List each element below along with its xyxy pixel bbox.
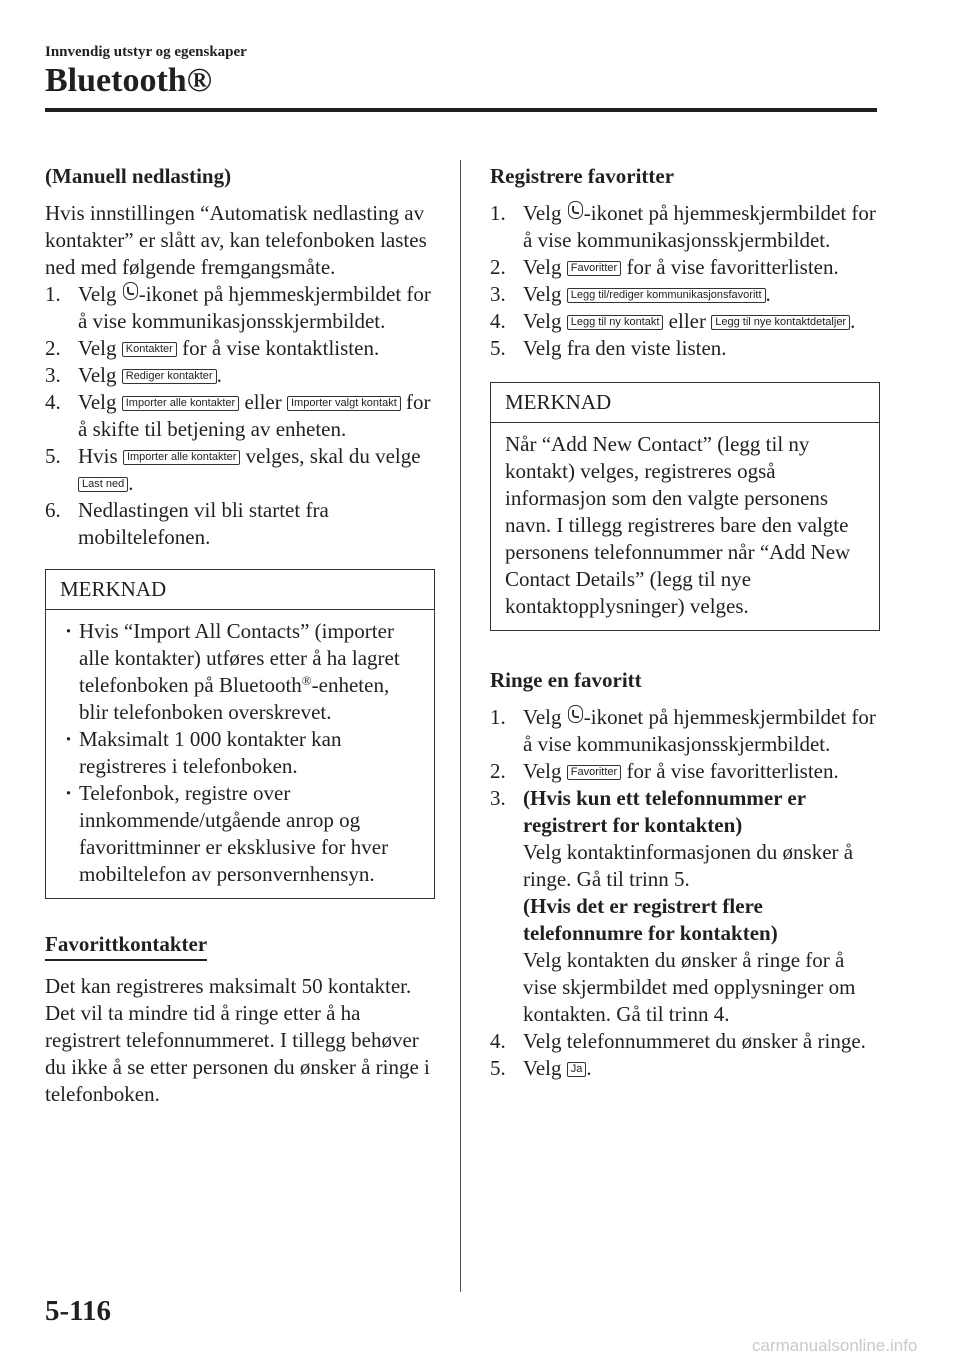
add-new-contact-button[interactable]: Legg til ny kontakt (567, 315, 664, 330)
phone-icon (568, 705, 583, 723)
step-number: 2. (45, 336, 61, 360)
step-number: 4. (45, 390, 61, 414)
phone-icon (568, 201, 583, 219)
step-number: 1. (490, 705, 506, 729)
step-text: Velg (523, 705, 567, 729)
step-number: 5. (490, 336, 506, 360)
note-text: Når “Add New Contact” (legg til ny kontakt) velges, registreres også informasjon som den valgte personens navn. I tillegg registreres bare den valgte personens telefonnummer når “Add New Contact Details” (legg til nye kontaktopplysninger) velges. (505, 432, 851, 618)
step-5 (490, 335, 880, 362)
step-text: Nedlastingen vil bli startet fra mobiltelefonen. (78, 498, 329, 549)
column-divider (460, 160, 461, 1292)
add-new-contact-details-button[interactable]: Legg til nye kontaktdetaljer (711, 315, 850, 330)
manual-download-steps (45, 281, 435, 551)
step-number: 3. (45, 363, 61, 387)
step-1 (45, 281, 435, 335)
step-number: 3. (490, 786, 506, 810)
step-text: for å vise favoritterlisten. (621, 255, 839, 279)
import-selected-contact-button[interactable]: Importer valgt kontakt (287, 396, 401, 411)
step-text: Velg (78, 336, 122, 360)
step-text: for å skifte til betjening av enheten. (78, 390, 431, 441)
step-number: 1. (45, 282, 61, 306)
register-favorites-heading: Registrere favoritter (490, 164, 675, 188)
step-5 (490, 1055, 880, 1082)
register-favorites-steps (490, 200, 880, 362)
step-text: Velg fra den viste listen. (523, 336, 727, 360)
step-text: Velg (523, 282, 567, 306)
step-4 (45, 389, 435, 443)
step-3 (45, 362, 435, 389)
step-text: . (216, 363, 222, 387)
step-text: Velg kontakten du ønsker å ringe for å vise skjermbildet med opplysninger om kontakten. Gå til trinn 4. (523, 948, 856, 1026)
yes-button[interactable]: Ja (567, 1062, 587, 1077)
contacts-button[interactable]: Kontakter (122, 342, 177, 357)
step-text: Velg (523, 255, 567, 279)
step-text: -ikonet på hjemmeskjermbildet for å vise kommunikasjonsskjermbildet. (78, 282, 431, 333)
step-number: 6. (45, 498, 61, 522)
step-6 (45, 497, 435, 551)
note-text: Hvis “Import All Contacts” (importer alle kontakter) utføres etter å ha lagret telefonboken på Bluetooth (79, 619, 400, 697)
step-text: . (765, 282, 771, 306)
step-text: Velg (523, 201, 567, 225)
page-title: Bluetooth® (45, 62, 213, 99)
step-text: velges, skal du velge (240, 444, 421, 468)
step-2 (490, 254, 880, 281)
step-number: 4. (490, 309, 506, 333)
step-text: eller (663, 309, 712, 333)
chapter-label: Innvendig utstyr og egenskaper (45, 44, 247, 60)
note-box (490, 382, 880, 631)
step-text: . (128, 471, 134, 495)
note-bullet (60, 618, 420, 726)
phone-icon (123, 282, 138, 300)
condition-single-number: (Hvis kun ett telefonnummer er registrert for kontakten) (523, 786, 806, 837)
step-text: Velg (78, 282, 122, 306)
favorites-button[interactable]: Favoritter (567, 261, 621, 276)
import-all-contacts-button[interactable]: Importer alle kontakter (122, 396, 239, 411)
step-text: Velg telefonnummeret du ønsker å ringe. (523, 1029, 866, 1053)
note-body (46, 610, 434, 898)
step-number: 5. (45, 444, 61, 468)
note-box (45, 569, 435, 899)
step-2 (45, 335, 435, 362)
watermark: carmanualsonline.info (752, 1336, 918, 1355)
step-text: . (586, 1056, 592, 1080)
manual-download-heading: (Manuell nedlasting) (45, 164, 232, 188)
step-text: for å vise kontaktlisten. (176, 336, 380, 360)
step-text: Velg (78, 363, 122, 387)
step-text: -ikonet på hjemmeskjermbildet for å vise kommunikasjonsskjermbildet. (523, 201, 876, 252)
header-rule (45, 108, 877, 112)
add-edit-favorite-button[interactable]: Legg til/rediger kommunikasjonsfavoritt (567, 288, 766, 303)
step-text: for å vise favoritterlisten. (621, 759, 839, 783)
step-text: Velg (523, 759, 567, 783)
step-3 (490, 785, 880, 1028)
favorites-description: Det kan registreres maksimalt 50 kontakter. Det vil ta mindre tid å ringe etter å ha registrert telefonnummeret. I tillegg behøver du ikke å se etter personen du ønsker å ringe i telefonboken. (45, 974, 430, 1106)
left-column (45, 163, 435, 1108)
manual-download-intro: Hvis innstillingen “Automatisk nedlasting av kontakter” er slått av, kan telefonboken lastes ned med følgende fremgangsmåte. (45, 201, 427, 279)
step-number: 3. (490, 282, 506, 306)
note-heading: MERKNAD (46, 570, 434, 610)
step-number: 1. (490, 201, 506, 225)
step-1 (490, 704, 880, 758)
note-bullet: · Telefonbok, registre over innkommende/utgående anrop og favorittminner er eksklusive for hver mobiltelefon av personvernhensyn. (60, 780, 420, 888)
step-text: Velg kontaktinformasjonen du ønsker å ringe. Gå til trinn 5. (523, 840, 854, 891)
step-4 (490, 308, 880, 335)
import-all-contacts-button[interactable]: Importer alle kontakter (123, 450, 240, 465)
favorites-section-title: Favorittkontakter (45, 931, 207, 961)
step-text: Velg (523, 309, 567, 333)
download-button[interactable]: Last ned (78, 477, 128, 492)
step-number: 2. (490, 759, 506, 783)
note-heading: MERKNAD (491, 383, 879, 423)
step-number: 2. (490, 255, 506, 279)
edit-contacts-button[interactable]: Rediger kontakter (122, 369, 217, 384)
step-4 (490, 1028, 880, 1055)
registered-mark: ® (301, 673, 312, 688)
step-text: Velg (78, 390, 122, 414)
step-number: 5. (490, 1056, 506, 1080)
step-text: . (850, 309, 856, 333)
step-1 (490, 200, 880, 254)
step-text: Hvis (78, 444, 123, 468)
step-text: Velg (523, 1056, 567, 1080)
step-text: eller (239, 390, 287, 414)
page-number: 5-116 (45, 1295, 112, 1327)
note-body (491, 423, 879, 630)
right-column (490, 163, 880, 1082)
condition-multiple-numbers: (Hvis det er registrert flere telefonnumre for kontakten) (523, 894, 778, 945)
step-number: 4. (490, 1029, 506, 1053)
step-3 (490, 281, 880, 308)
step-text: -ikonet på hjemmeskjermbildet for å vise kommunikasjonsskjermbildet. (523, 705, 876, 756)
call-favorite-steps (490, 704, 880, 1082)
favorites-button[interactable]: Favoritter (567, 765, 621, 780)
note-bullet: · Maksimalt 1 000 kontakter kan registreres i telefonboken. (60, 726, 420, 780)
step-5 (45, 443, 435, 497)
note-text: -enheten, blir telefonboken overskrevet. (79, 673, 390, 724)
call-favorite-heading: Ringe en favoritt (490, 668, 642, 692)
step-2 (490, 758, 880, 785)
